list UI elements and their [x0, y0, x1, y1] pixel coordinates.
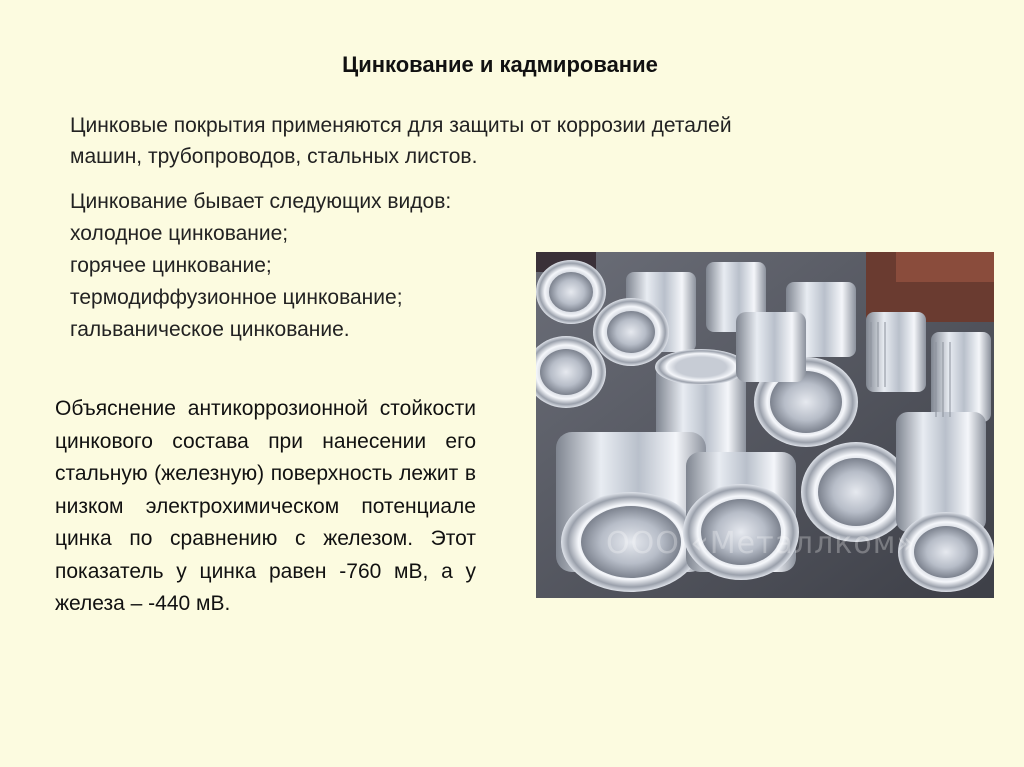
intro-line-2: машин, трубопроводов, стальных листов. — [70, 145, 478, 168]
intro-paragraph — [70, 110, 910, 172]
types-heading: Цинкование бывает следующих видов: — [70, 190, 452, 213]
slide-title: Цинкование и кадмирование — [342, 52, 658, 77]
type-item-cold: холодное цинкование; — [70, 222, 289, 245]
explanation-paragraph: Объяснение антикоррозионной стойкости цинкового состава при нанесении его стальную (железную) поверхность лежит в низком электрохимическом потенциале цинка по сравнению с железом. Этот показатель у цинка равен -760 мВ, а у железа – -440 мВ. — [55, 397, 476, 615]
photo-watermark: ООО «Металлком» — [606, 526, 916, 561]
type-item-thermodiffusion: термодиффузионное цинкование; — [70, 286, 403, 309]
type-item-galvanic: гальваническое цинкование. — [70, 318, 350, 341]
type-item-hot: горячее цинкование; — [70, 254, 272, 277]
intro-line-1: Цинковые покрытия применяются для защиты от коррозии деталей — [70, 114, 732, 137]
galvanized-fittings-photo — [536, 252, 994, 598]
zinc-types-list — [70, 186, 550, 346]
